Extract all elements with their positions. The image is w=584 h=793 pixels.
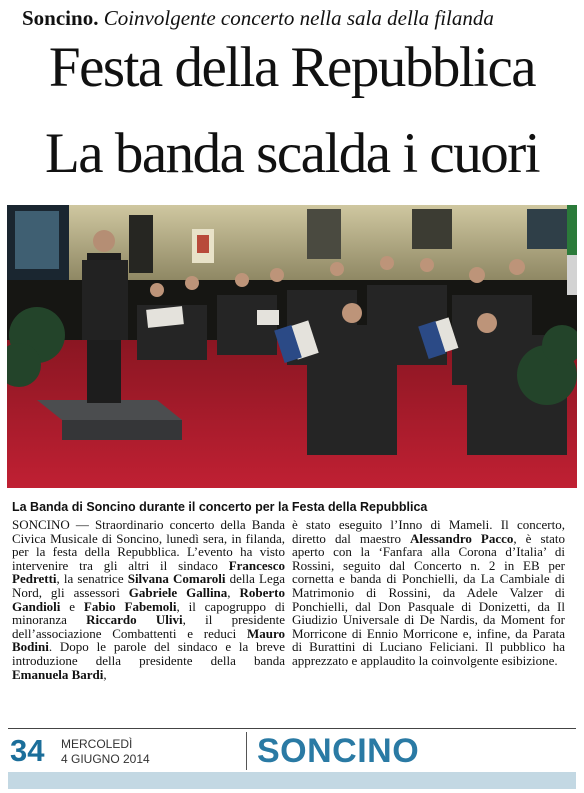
headline-line-2: La banda scalda i cuori xyxy=(44,122,540,185)
article-paragraph-1 xyxy=(12,518,285,681)
footer-bar xyxy=(8,772,576,789)
headline-line-1: Festa della Repubblica xyxy=(48,36,536,99)
article-text: . Dopo le parole del sindaco e la breve introduzione della presidente della banda xyxy=(12,639,285,668)
footer-divider xyxy=(246,732,247,770)
article-text: , è stato aperto con la ‘Fanfara alla Corona d’Italia’ di Rossini, seguito dal Concerto n. 2 in EB per cornetta e banda di Ponchielli, da La Cambiale di Matrimonio di Rossini, da Adele Valzer di Ponchielli, dal Don Pasquale di Donizetti, da Il Giudizio Universale di De Nardis, da Moment for Morricone di Ennio Morricone e, infine, da Parata di Burattini di Luciano Feliciani. Il pubblico ha apprezzato e applaudito la coinvolgente esibizione. xyxy=(292,530,566,668)
article-text: SONCINO — Straordinario concerto della Banda Civica Musicale di Soncino, lunedì sera, in filanda, per la festa della Repubblica. L’evento ha visto intervenire tra gli altri il sindaco xyxy=(12,517,285,573)
footer-rule xyxy=(8,728,576,729)
article-text: , xyxy=(103,666,107,682)
article-column-1 xyxy=(12,518,285,681)
kicker xyxy=(22,6,572,30)
person-name: Mauro Bodini xyxy=(12,625,285,655)
person-name: Francesco Pedretti xyxy=(12,557,285,587)
article-paragraph-2 xyxy=(292,518,565,668)
kicker-subtitle: Coinvolgente concerto nella sala della filanda xyxy=(103,6,494,30)
article-text: è stato eseguito l’Inno di Mameli. Il concerto, diretto dal maestro xyxy=(292,517,565,546)
person-name: Gabriele Gallina xyxy=(128,584,228,600)
article-text: , il capogruppo di minoranza xyxy=(12,598,285,628)
person-name: Roberto Gandioli xyxy=(12,584,285,614)
article-text: , la senatrice xyxy=(56,571,128,587)
person-name: Emanuela Bardi xyxy=(12,666,104,682)
article-text: e xyxy=(60,598,84,614)
person-name: Fabio Fabemoli xyxy=(83,598,177,614)
article-text: , xyxy=(227,584,240,600)
article-text: della Lega Nord, gli assessori xyxy=(12,571,285,600)
section-title: SONCINO xyxy=(257,732,420,770)
article-text: , il presidente dell’associazione Combattenti e reduci xyxy=(12,612,285,641)
page-number: 34 xyxy=(10,733,45,768)
publication-date: 4 GIUGNO 2014 xyxy=(61,752,150,766)
weekday: MERCOLEDÌ xyxy=(61,737,133,751)
photo-caption: La Banda di Soncino durante il concerto per la Festa della Repubblica xyxy=(12,500,428,514)
person-name: Riccardo Ulivi xyxy=(86,612,183,628)
concert-photo xyxy=(7,205,577,488)
person-name: Silvana Comaroli xyxy=(127,571,226,587)
article-column-2 xyxy=(292,518,565,668)
dateline xyxy=(61,737,150,767)
kicker-location: Soncino. xyxy=(22,6,99,30)
person-name: Alessandro Pacco xyxy=(410,530,514,546)
